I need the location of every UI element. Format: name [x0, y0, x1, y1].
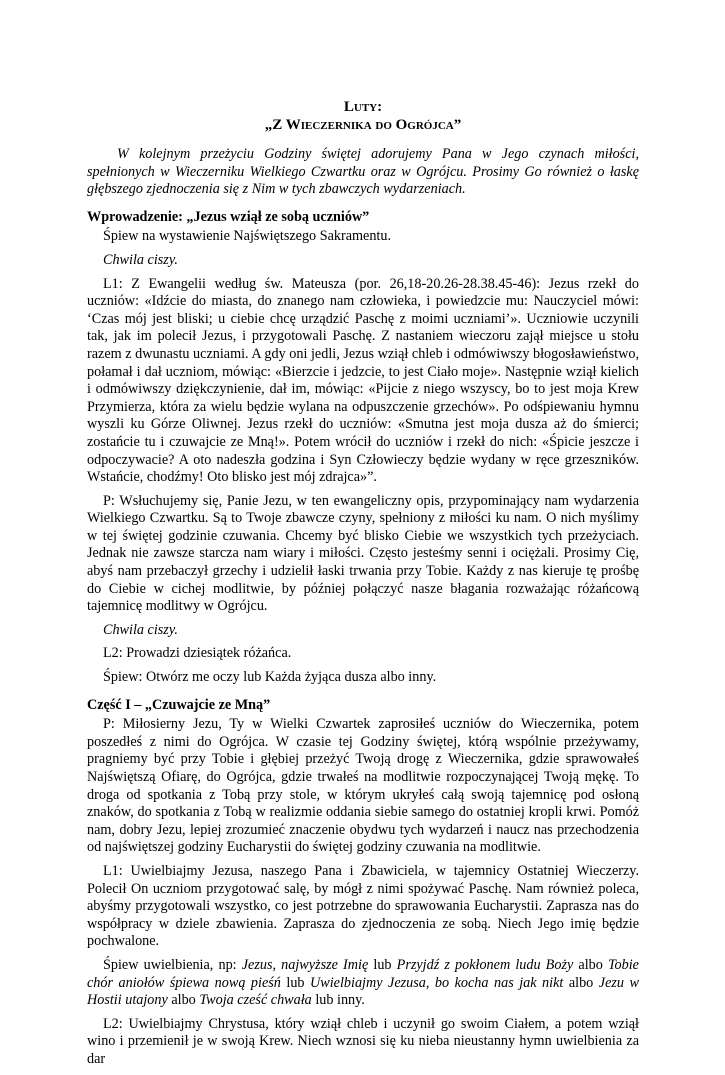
- section-1-paragraph-1: Śpiew na wystawienie Najświętszego Sakramentu.: [103, 228, 392, 245]
- song-title: Twoja cześć chwała: [199, 992, 312, 1009]
- section-2-paragraph-1: P: Miłosierny Jezu, Ty w Wielki Czwartek zaprosiłeś uczniów do Wieczernika, potem poszedłeś z nimi do Ogrójca. W czasie tej Godziny świętej, którą wspólnie przeżywamy, pragniemy być przy Tobie i głębiej przeżyć Twoją drogę z Wieczernika, gdzie sprawowałeś Najświętszą Ofiarę, do Ogrójca, gdzie trwałeś na modlitwie rozpoczynającej Twoją mękę. To droga od spotkania z Tobą przy stole, w którym ukryłeś całą swoją tajemnicę pod osłoną znaków, do spotkania z Tobą w realizmie oddania siebie samego do ostatniej kropli krwi. Pomóż nam, dobry Jezu, lepiej zrozumieć znaczenie obydwu tych wydarzeń i naucz nas przechodzenia od najświętszej godziny Eucharystii do świętej godziny czuwania na modlitwie.: [87, 716, 639, 856]
- connector: albo: [167, 992, 200, 1009]
- section-1-paragraph-6: L2: Prowadzi dziesiątek różańca.: [103, 645, 292, 662]
- section-1-paragraph-3: L1: Z Ewangelii według św. Mateusza (por. 26,18-20.26-28.38.45-46): Jezus rzekł do uczniów: «Idźcie do miasta, do znanego nam człowieka, i powiedzcie mu: Nauczyciel mówi: ‘Czas mój jest bliski; u ciebie chcę urządzić Paschę z moimi uczniami’». Uczniowie uczynili tak, jak im polecił Jezus, i przygotowali Paschę. Z nastaniem wieczoru zajął miejsce u stołu razem z dwunastu uczniami. A gdy oni jedli, Jezus wziął chleb i odmówiwszy błogosławieństwo, połamał i dał uczniom, mówiąc: «Bierzcie i jedzcie, to jest Ciało moje». Następnie wziął kielich i odmówiwszy dziękczynienie, dał im, mówiąc: «Pijcie z niego wszyscy, bo to jest moja Krew Przymierza, która za wielu będzie wylana na odpuszczenie grzechów». Po odśpiewaniu hymnu wyszli ku Górze Oliwnej. Jezus rzekł do uczniów: «Smutna jest moja dusza aż do śmierci; zostańcie tu i czuwajcie ze Mną!». Potem wrócił do uczniów i rzekł do nich: «Śpicie jeszcze i odpoczywacie? A oto nadeszła godzina i Syn Człowieczy będzie wydany w ręce grzeszników. Wstańcie, chodźmy! Oto blisko jest mój zdrajca»”.: [87, 275, 639, 486]
- connector: albo: [573, 956, 608, 973]
- song-outro: lub inny.: [311, 992, 365, 1009]
- connector: albo: [563, 974, 599, 991]
- connector: lub: [280, 974, 311, 991]
- section-2-heading: Część I – „Czuwajcie ze Mną”: [87, 696, 271, 713]
- section-1-paragraph-7: Śpiew: Otwórz me oczy lub Każda żyjąca dusza albo inny.: [103, 669, 437, 686]
- song-title: Przyjdź z pokłonem ludu Boży: [396, 956, 574, 973]
- section-2-paragraph-4: L2: Uwielbiajmy Chrystusa, który wziął chleb i uczynił go swoim Ciałem, a potem wziął wino i przemienił je w swoją Krew. Niech wznosi się ku nieba nieustanny hymn uwielbienia za dar: [87, 1015, 639, 1067]
- section-1-paragraph-4: P: Wsłuchujemy się, Panie Jezu, w ten ewangeliczny opis, przypominający nam wydarzenia Wielkiego Czwartku. Są to Twoje zbawcze czyny, spełniony z miłości ku nam. O nich myślimy w tej świętej godzinie czuwania. Chcemy być blisko Ciebie we wszystkich tych przeżyciach. Jednak nie zawsze starcza nam wiary i miłości. Często jesteśmy senni i ociężali. Prosimy Cię, abyś nam przebaczył grzechy i udzielił łaski trwania przy Tobie. Każdy z nas kieruje tę prośbę do Ciebie w cichej modlitwie, by później połączyć nasze błagania rozważając różańcową tajemnicę modlitwy w Ogrójcu.: [87, 492, 639, 615]
- section-1-paragraph-5: Chwila ciszy.: [103, 621, 178, 638]
- intro-paragraph: W kolejnym przeżyciu Godziny świętej adorujemy Pana w Jego czynach miłości, spełnionych w Wieczerniku Wielkiego Czwartku oraz w Ogrójcu. Prosimy Go również o łaskę głębszego zjednoczenia się z Nim w tych zbawczych wydarzeniach.: [87, 146, 639, 198]
- section-2-paragraph-2: L1: Uwielbiajmy Jezusa, naszego Pana i Zbawiciela, w tajemnicy Ostatniej Wieczerzy. Polecił On uczniom przygotować salę, by mógł z nimi spożywać Paschę. Nam również poleca, abyśmy przygotowali wszystko, co jest potrzebne do sprawowania Eucharystii. Zaprasza nas do współpracy w dziele zbawienia. Zaprasza do zjednoczenia ze sobą. Niech Jego imię będzie pochwalone.: [87, 862, 639, 950]
- song-title: Uwielbiajmy Jezusa, bo kocha nas jak nikt: [310, 974, 564, 991]
- title-line-1: Luty:: [343, 99, 383, 115]
- song-title: Jezus, najwyższe Imię: [241, 956, 369, 973]
- section-1-paragraph-2: Chwila ciszy.: [103, 251, 178, 268]
- section-1-heading: Wprowadzenie: „Jezus wziął ze sobą uczniów”: [87, 208, 370, 225]
- song-title: Tobie chór aniołów śpiewa nową pieśń: [87, 956, 639, 991]
- song-intro: Śpiew uwielbienia, np:: [103, 956, 242, 973]
- connector: lub: [368, 956, 397, 973]
- document-page: [87, 98, 639, 1075]
- section-2-paragraph-3: [87, 957, 639, 1010]
- song-title: Jezu w Hostii utajony: [87, 974, 639, 1009]
- title-line-2: „Z Wieczernika do Ogrójca”: [264, 117, 462, 133]
